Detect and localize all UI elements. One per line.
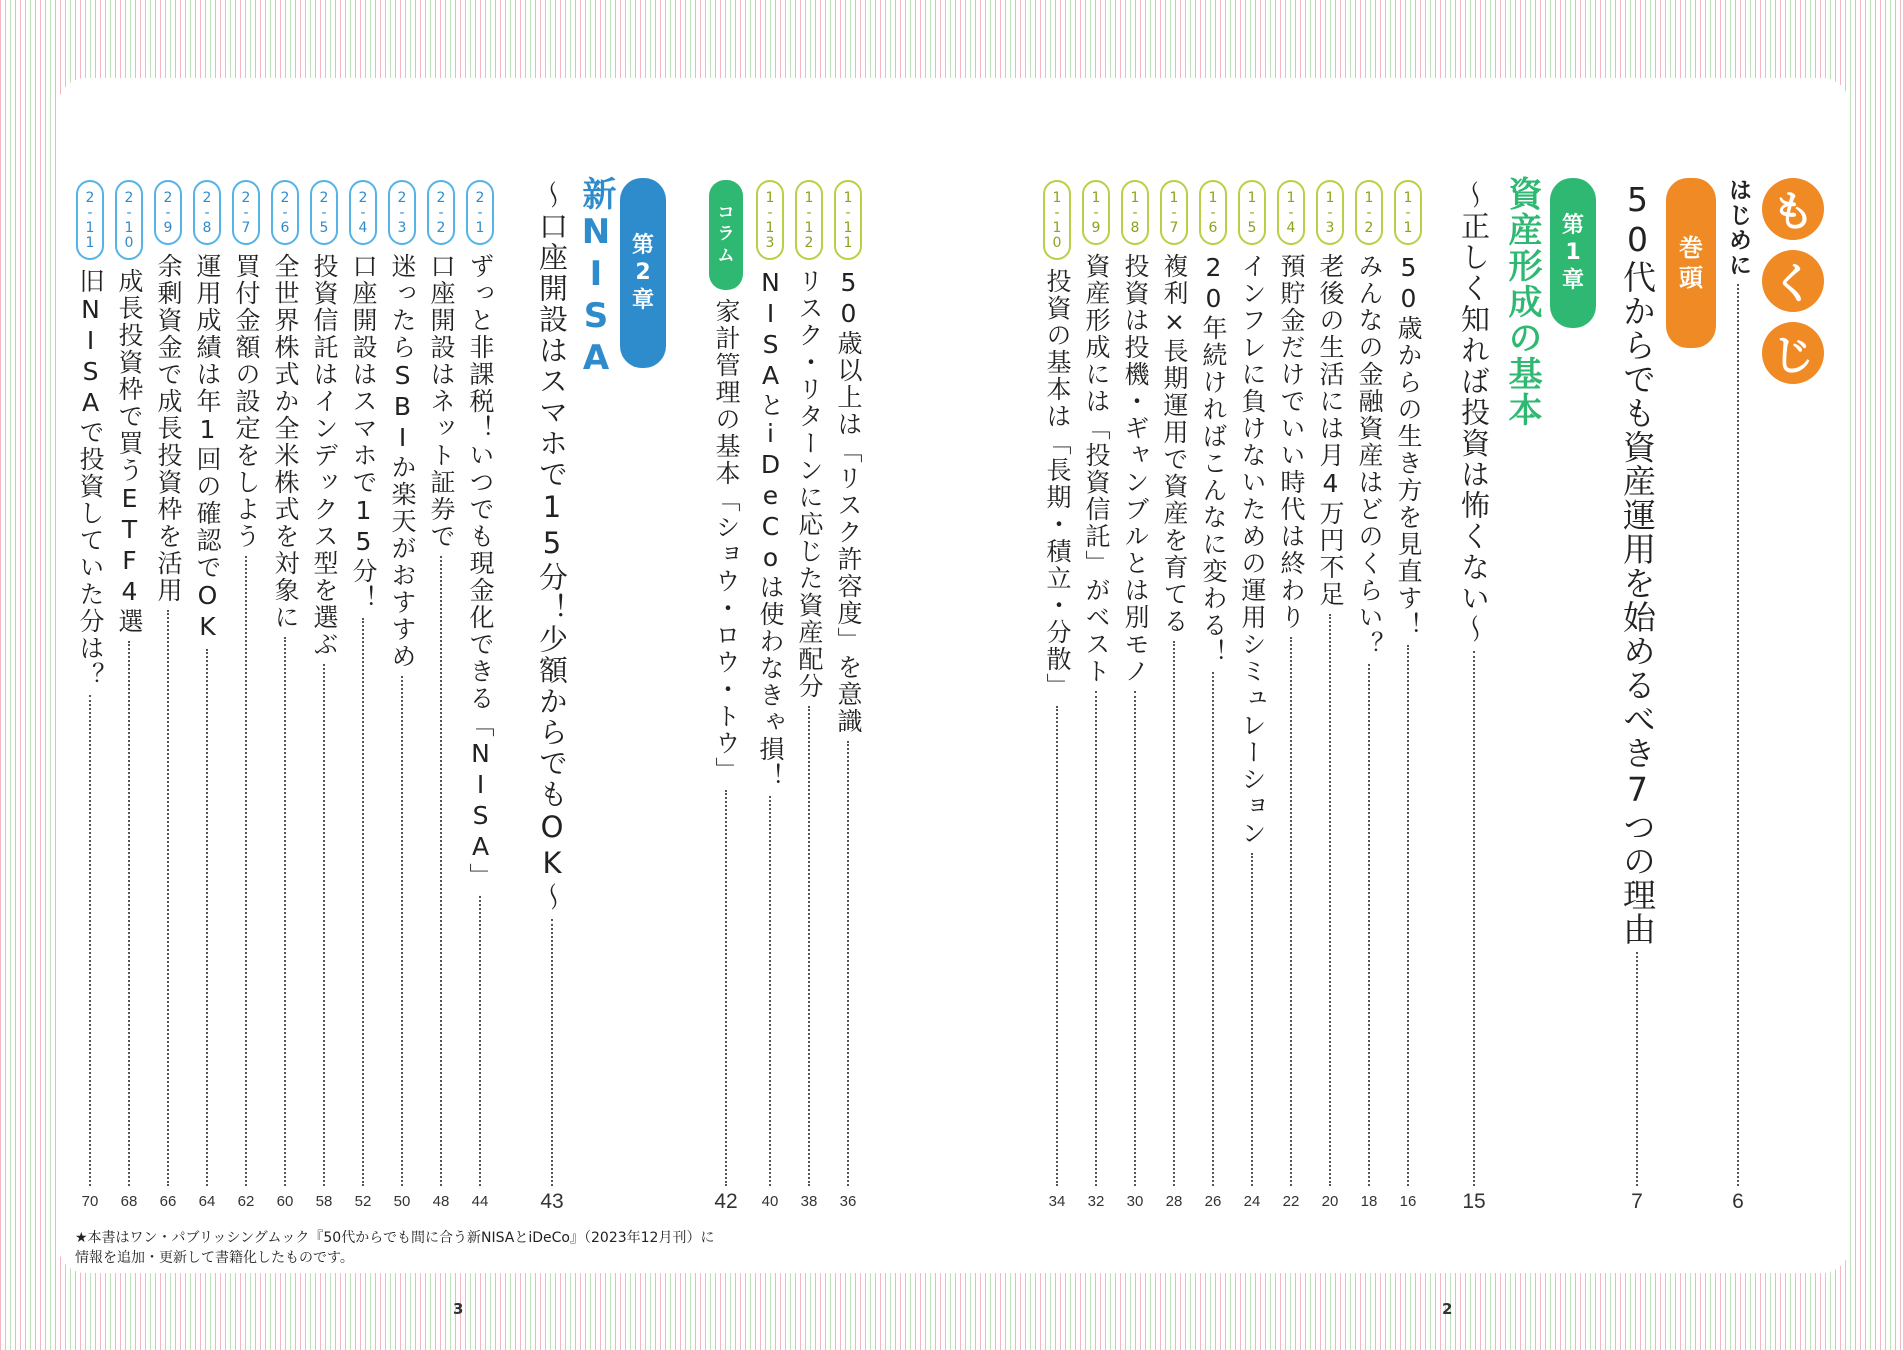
toc-item[interactable]: [791, 180, 827, 1212]
page-number: 58: [315, 1193, 333, 1210]
column-entry[interactable]: [708, 180, 744, 1212]
chapter1-subtitle-entry[interactable]: [1452, 180, 1496, 1212]
item-number-badge: 2-7: [232, 180, 260, 245]
leader-dots: [167, 610, 169, 1186]
chapter2-subtitle: 〜口座開設はスマホで15分！少額からでもOK〜: [535, 180, 569, 913]
item-title: インフレに負けないための運用シミュレーション: [1238, 253, 1267, 847]
toc-item[interactable]: [150, 180, 186, 1212]
item-number-badge: 1-7: [1160, 180, 1188, 245]
item-number-badge: 2-9: [154, 180, 182, 245]
page-number: 7: [1631, 1190, 1643, 1213]
page-number: 68: [120, 1193, 138, 1210]
item-title: 旧NISAで投資していた分は？: [76, 268, 105, 689]
item-title: NISAとiDeCoは使わなきゃ損！: [756, 268, 785, 790]
leader-dots: [1407, 645, 1409, 1186]
item-number-badge: 2-6: [271, 180, 299, 245]
leader-dots: [808, 706, 810, 1186]
page-number: 24: [1243, 1193, 1261, 1210]
item-title: リスク・リターンに応じた資産配分: [795, 268, 824, 700]
page-number: 40: [761, 1193, 779, 1210]
page-number: 38: [800, 1193, 818, 1210]
page-number: 43: [540, 1190, 564, 1213]
toc-item[interactable]: [1117, 180, 1153, 1212]
footnote-line: ★本書はワン・パブリッシングムック『50代からでも間に合う新NISAとiDeCo』（2023年12月刊）に: [75, 1230, 715, 1246]
leader-dots: [769, 796, 771, 1186]
toc-item[interactable]: [111, 180, 147, 1212]
item-title: 50歳以上は「リスク許容度」を意識: [834, 268, 863, 735]
column-badge: コ ラ ム: [709, 180, 743, 290]
chapter2-title: 新NISA: [576, 176, 616, 380]
leader-dots: [89, 695, 91, 1186]
page-number: 60: [276, 1193, 294, 1210]
chapter1-subtitle: 〜正しく知れば投資は怖くない〜: [1457, 180, 1491, 645]
toc-item[interactable]: [830, 180, 866, 1212]
page-number: 16: [1399, 1193, 1417, 1210]
heading-char: く: [1762, 250, 1824, 312]
chapter2-subtitle-entry[interactable]: [530, 180, 574, 1212]
leader-dots: [362, 618, 364, 1186]
leader-dots: [1095, 691, 1097, 1186]
page-number: 22: [1282, 1193, 1300, 1210]
toc-item[interactable]: [1312, 180, 1348, 1212]
item-title: 投資は投機・ギャンブルとは別モノ: [1121, 253, 1150, 685]
item-title: 資産形成には「投資信託」がベスト: [1082, 253, 1111, 685]
page-number: 28: [1165, 1193, 1183, 1210]
item-title: 20年続ければこんなに変わる！: [1199, 253, 1228, 666]
page-number: 64: [198, 1193, 216, 1210]
leader-dots: [847, 741, 849, 1186]
item-title: 50歳からの生き方を見直す！: [1394, 253, 1423, 639]
toc-item[interactable]: [1234, 180, 1270, 1212]
item-number-badge: 2-11: [76, 180, 104, 260]
page-number: 20: [1321, 1193, 1339, 1210]
leader-dots: [1368, 664, 1370, 1186]
toc-item[interactable]: [1039, 180, 1075, 1212]
item-number-badge: 2-5: [310, 180, 338, 245]
item-number-badge: 2-3: [388, 180, 416, 245]
item-number-badge: 2-1: [466, 180, 494, 245]
intro-entry[interactable]: [1720, 178, 1756, 1212]
page-number: 44: [471, 1193, 489, 1210]
leader-dots: [1212, 672, 1214, 1186]
page-number: 42: [714, 1190, 738, 1213]
item-title: 複利×長期運用で資産を育てる: [1160, 253, 1189, 635]
leader-dots: [725, 790, 727, 1186]
toc-item[interactable]: [72, 180, 108, 1212]
item-number-badge: 1-13: [756, 180, 784, 260]
toc-item[interactable]: [189, 180, 225, 1212]
kanto-title: 50代からでも資産運用を始めるべき7つの理由: [1618, 180, 1657, 946]
item-number-badge: 2-10: [115, 180, 143, 260]
item-number-badge: 1-11: [834, 180, 862, 260]
page-number: 32: [1087, 1193, 1105, 1210]
item-number-badge: 1-8: [1121, 180, 1149, 245]
leader-dots: [1134, 691, 1136, 1186]
page-number: 70: [81, 1193, 99, 1210]
page-number: 34: [1048, 1193, 1066, 1210]
item-title: 口座開設はネット証券で: [427, 253, 456, 550]
toc-item[interactable]: [345, 180, 381, 1212]
page-number: 48: [432, 1193, 450, 1210]
page-number: 18: [1360, 1193, 1378, 1210]
toc-item[interactable]: [462, 180, 498, 1212]
item-number-badge: 1-1: [1394, 180, 1422, 245]
page-number: 15: [1462, 1190, 1486, 1213]
toc-item[interactable]: [1390, 180, 1426, 1212]
item-number-badge: 2-4: [349, 180, 377, 245]
chapter1-title: 資産形成の基本: [1502, 176, 1542, 428]
item-number-badge: 2-8: [193, 180, 221, 245]
leader-dots: [1329, 614, 1331, 1186]
item-number-badge: 1-4: [1277, 180, 1305, 245]
leader-dots: [551, 919, 553, 1186]
heading-char: じ: [1762, 322, 1824, 384]
item-title: 全世界株式か全米株式を対象に: [271, 253, 300, 631]
heading-char: も: [1762, 178, 1824, 240]
leader-dots: [1473, 651, 1475, 1186]
toc-item[interactable]: [1078, 180, 1114, 1212]
toc-item[interactable]: [1195, 180, 1231, 1212]
leader-dots: [323, 664, 325, 1186]
leader-dots: [245, 556, 247, 1186]
footnote-line: 情報を追加・更新して書籍化したものです。: [75, 1250, 354, 1266]
page-number: 52: [354, 1193, 372, 1210]
page-number: 26: [1204, 1193, 1222, 1210]
item-title: 口座開設はスマホで15分！: [349, 253, 378, 612]
chapter1-badge: 第 1 章: [1550, 178, 1596, 328]
page-number: 30: [1126, 1193, 1144, 1210]
item-title: 余剰資金で成長投資枠を活用: [154, 253, 183, 604]
leader-dots: [1251, 853, 1253, 1186]
leader-dots: [128, 641, 130, 1186]
item-title: 投資の基本は「長期・積立・分散」: [1043, 268, 1072, 700]
item-number-badge: 1-12: [795, 180, 823, 260]
toc-item[interactable]: [306, 180, 342, 1212]
item-title: 成長投資枠で買うETF4選: [115, 268, 144, 635]
item-title: 老後の生活には月4万円不足: [1316, 253, 1345, 608]
footnote: [75, 1228, 714, 1268]
toc-item[interactable]: [423, 180, 459, 1212]
item-title: 買付金額の設定をしよう: [232, 253, 261, 550]
item-title: ずっと非課税！いつでも現金化できる「NISA」: [466, 253, 495, 890]
leader-dots: [1290, 637, 1292, 1186]
page-number: 50: [393, 1193, 411, 1210]
toc-item[interactable]: [1156, 180, 1192, 1212]
page-number: 66: [159, 1193, 177, 1210]
toc-item[interactable]: [1351, 180, 1387, 1212]
toc-item[interactable]: [228, 180, 264, 1212]
item-number-badge: 1-10: [1043, 180, 1071, 260]
column-title: 家計管理の基本「ショウ・ロウ・トウ」: [712, 298, 741, 784]
toc-item[interactable]: [752, 180, 788, 1212]
page-number: 6: [1732, 1190, 1744, 1213]
item-number-badge: 1-5: [1238, 180, 1266, 245]
item-number-badge: 1-6: [1199, 180, 1227, 245]
leader-dots: [284, 637, 286, 1186]
page-folio-right: 2: [1442, 1300, 1453, 1318]
page-folio-left: 3: [453, 1300, 464, 1318]
page-number: 36: [839, 1193, 857, 1210]
item-title: みんなの金融資産はどのくらい？: [1355, 253, 1384, 658]
toc-heading: [1762, 178, 1824, 384]
item-number-badge: 2-2: [427, 180, 455, 245]
intro-title: はじめに: [1725, 178, 1751, 278]
item-title: 迷ったらSBIか楽天がおすすめ: [388, 253, 417, 670]
page-number: 62: [237, 1193, 255, 1210]
leader-dots: [401, 676, 403, 1186]
kanto-entry[interactable]: [1614, 180, 1660, 1212]
item-number-badge: 1-3: [1316, 180, 1344, 245]
leader-dots: [1056, 706, 1058, 1186]
toc-item[interactable]: [1273, 180, 1309, 1212]
leader-dots: [1636, 952, 1638, 1186]
item-number-badge: 1-2: [1355, 180, 1383, 245]
toc-item[interactable]: [384, 180, 420, 1212]
leader-dots: [206, 649, 208, 1186]
item-number-badge: 1-9: [1082, 180, 1110, 245]
leader-dots: [1173, 641, 1175, 1186]
item-title: 運用成績は年1回の確認でOK: [193, 253, 222, 643]
leader-dots: [1737, 284, 1739, 1186]
chapter2-badge: 第 2 章: [620, 178, 666, 368]
kanto-badge: 巻 頭: [1666, 178, 1716, 348]
leader-dots: [440, 556, 442, 1186]
leader-dots: [479, 896, 481, 1186]
toc-item[interactable]: [267, 180, 303, 1212]
item-title: 預貯金だけでいい時代は終わり: [1277, 253, 1306, 631]
item-title: 投資信託はインデックス型を選ぶ: [310, 253, 339, 658]
